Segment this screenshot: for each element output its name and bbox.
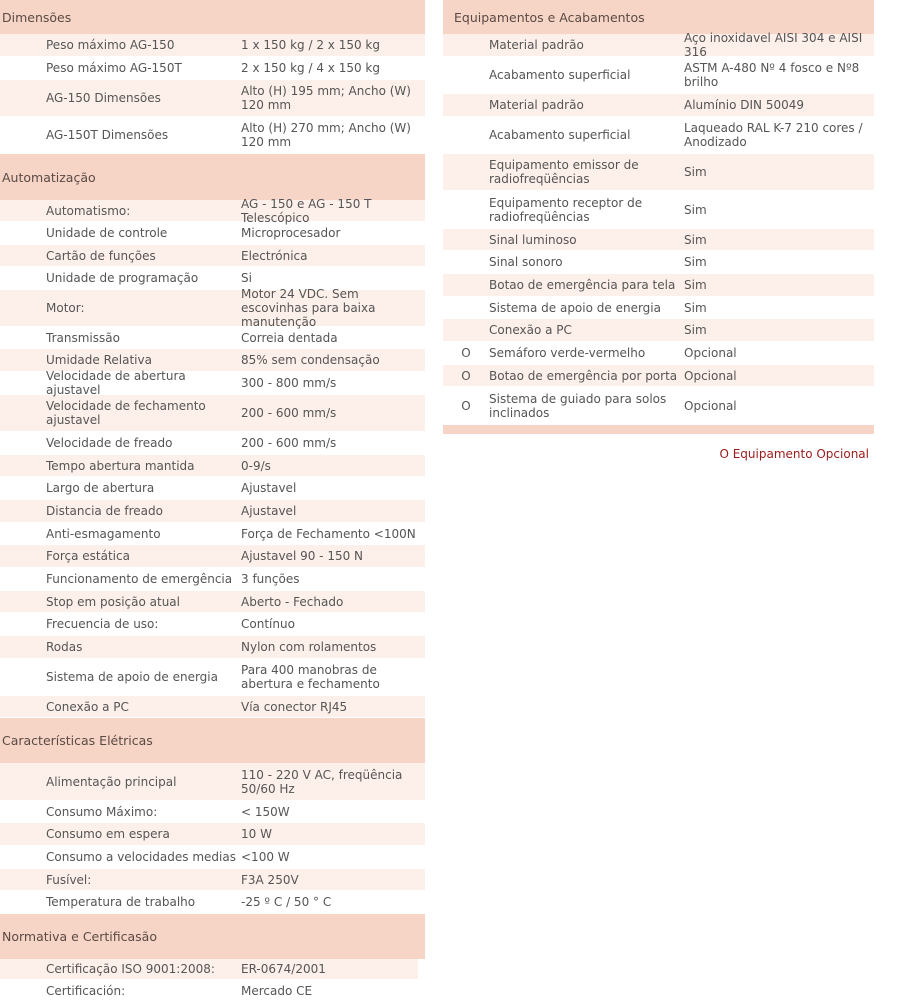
table-row	[443, 251, 874, 274]
equipment-value: Sim	[684, 232, 707, 247]
table-row	[0, 523, 425, 545]
spec-label: Certificación:	[46, 984, 126, 998]
equipment-label: Material padrão	[489, 38, 584, 52]
spec-value: -25 º C / 50 ° C	[241, 895, 332, 909]
spec-value: Mercado CE	[241, 984, 313, 998]
section-header-dimensoes	[0, 0, 425, 34]
optional-legend: O Equipamento Opcional	[719, 447, 869, 461]
table-row	[443, 342, 874, 365]
table-row	[0, 327, 425, 349]
spec-label: Unidade de programação	[46, 271, 199, 285]
spec-label: Stop em posição atual	[46, 594, 180, 609]
spec-value: 300 - 800 mm/s	[241, 376, 337, 390]
spec-value: Microprocesador	[241, 226, 341, 240]
spec-label: Velocidade de freado	[46, 436, 173, 450]
table-row	[0, 891, 425, 914]
table-row	[0, 477, 425, 500]
spec-value: 110 - 220 V AC, freqüência 50/60 Hz	[241, 767, 403, 796]
equipment-label: Equipamento receptor de radiofreqüências	[489, 195, 643, 224]
spec-value: Para 400 manobras de abertura e fechamento	[241, 663, 380, 691]
table-row	[0, 959, 418, 980]
section-header-equipamentos	[443, 0, 874, 34]
optional-marker: O	[461, 346, 471, 360]
spec-label: Peso máximo AG-150T	[46, 61, 182, 75]
spec-value: 3 funções	[241, 572, 300, 586]
table-row	[443, 94, 874, 117]
spec-value: 0-9/s	[241, 458, 271, 473]
section-title: Dimensões	[2, 9, 72, 25]
table-row	[443, 191, 874, 229]
spec-label: Peso máximo AG-150	[46, 38, 175, 52]
equipment-value: Sim	[684, 300, 707, 315]
equipment-label: Sinal luminoso	[489, 232, 577, 247]
equipment-value: Opcional	[684, 398, 737, 413]
table-footer-bar	[443, 425, 874, 434]
spec-value: Si	[241, 271, 252, 285]
spec-label: AG-150 Dimensões	[46, 91, 161, 105]
table-row	[443, 297, 874, 319]
spec-value: 200 - 600 mm/s	[241, 436, 337, 450]
equipment-value: Sim	[684, 278, 707, 292]
equipment-value: Opcional	[684, 346, 737, 360]
table-row	[443, 57, 874, 94]
spec-value: Força de Fechamento <100N	[241, 526, 416, 541]
table-row	[0, 245, 425, 267]
table-row	[0, 196, 425, 225]
spec-label: Cartão de funções	[46, 248, 156, 263]
table-row	[0, 369, 425, 397]
spec-label: Velocidade de abertura ajustavel	[46, 369, 186, 397]
table-row	[0, 636, 425, 659]
spec-label: Unidade de controle	[46, 226, 168, 240]
table-row	[0, 613, 425, 636]
equipment-label: Sistema de guiado para solos inclinados	[489, 391, 667, 420]
section-title: Equipamentos e Acabamentos	[454, 9, 645, 25]
table-row	[0, 80, 425, 117]
equipment-value: Sim	[684, 255, 707, 269]
spec-value: Ajustavel	[241, 481, 297, 495]
spec-label: Fusível:	[46, 872, 92, 887]
table-row	[443, 365, 874, 387]
spec-label: Certificação ISO 9001:2008:	[46, 962, 215, 976]
table-row	[443, 274, 874, 297]
equipment-value: Opcional	[684, 368, 737, 383]
spec-label: Transmissão	[46, 330, 120, 345]
optional-marker: O	[461, 368, 471, 383]
section-title: Automatização	[2, 169, 96, 185]
equipment-value: Sim	[684, 202, 707, 217]
equipment-value: ASTM A-480 Nº 4 fosco e Nº8 brilho	[684, 61, 860, 89]
table-row	[0, 395, 425, 432]
spec-value: Electrónica	[241, 248, 308, 263]
equipment-value: Sim	[684, 165, 707, 179]
table-row	[0, 222, 425, 245]
table-row	[0, 287, 425, 329]
spec-label: Funcionamento de emergência	[46, 572, 233, 586]
spec-label: AG-150T Dimensões	[46, 128, 169, 142]
table-row	[0, 823, 425, 846]
equipment-label: Material padrão	[489, 98, 584, 112]
equipment-label: Acabamento superficial	[489, 68, 631, 82]
equipment-label: Acabamento superficial	[489, 128, 631, 142]
spec-label: Consumo em espera	[46, 827, 170, 841]
equipment-value: Aço inoxidavel AISI 304 e AISI 316	[684, 31, 863, 59]
equipment-value: Alumínio DIN 50049	[684, 98, 805, 112]
spec-label: Rodas	[46, 640, 83, 654]
spec-value: 1 x 150 kg / 2 x 150 kg	[241, 38, 380, 52]
spec-label: Força estática	[46, 549, 130, 563]
table-row	[0, 801, 425, 823]
table-row	[443, 387, 874, 425]
spec-label: Automatismo:	[46, 203, 131, 218]
table-row	[0, 591, 425, 613]
spec-value: Ajustavel 90 - 150 N	[241, 549, 364, 563]
left-spec-column	[0, 0, 425, 1003]
spec-label: Sistema de apoio de energia	[46, 670, 218, 684]
table-row	[0, 659, 425, 696]
section-header-normativa	[0, 914, 425, 959]
spec-label: Tempo abertura mantida	[46, 458, 195, 473]
spec-value: F3A 250V	[241, 872, 299, 887]
right-equipment-column	[443, 0, 874, 434]
section-header-automatizacao	[0, 154, 425, 200]
spec-value: Alto (H) 270 mm; Ancho (W) 120 mm	[241, 121, 411, 149]
spec-value: < 150W	[241, 804, 290, 819]
equipment-label: Equipamento emissor de radiofreqüências	[489, 158, 639, 186]
table-row	[0, 696, 425, 718]
spec-label: Largo de abertura	[46, 481, 155, 495]
table-row	[0, 500, 425, 523]
spec-value: 200 - 600 mm/s	[241, 406, 337, 420]
spec-value: Ajustavel	[241, 504, 297, 518]
spec-label: Distancia de freado	[46, 504, 163, 518]
table-row	[443, 229, 874, 251]
spec-value: Nylon com rolamentos	[241, 640, 377, 654]
equipment-label: Sistema de apoio de energia	[489, 300, 661, 315]
table-row	[443, 31, 874, 59]
spec-value: 85% sem condensação	[241, 353, 380, 367]
spec-value: ER-0674/2001	[241, 962, 326, 976]
equipment-label: Conexão a PC	[489, 323, 572, 337]
spec-label: Motor:	[46, 301, 85, 315]
equipment-label: Semáforo verde-vermelho	[489, 346, 646, 360]
spec-value: 2 x 150 kg / 4 x 150 kg	[241, 61, 380, 75]
spec-label: Frecuencia de uso:	[46, 617, 159, 631]
table-row	[0, 34, 425, 57]
table-row	[443, 117, 874, 154]
table-row	[0, 455, 425, 477]
section-title: Características Elétricas	[2, 733, 153, 748]
equipment-value: Sim	[684, 323, 707, 337]
spec-value: 10 W	[241, 827, 272, 841]
spec-label: Conexão a PC	[46, 699, 129, 714]
table-row	[0, 57, 425, 80]
spec-value: Motor 24 VDC. Sem escovinhas para baixa manutenção	[241, 287, 376, 329]
table-row	[0, 545, 425, 568]
equipment-label: Botao de emergência por porta	[489, 368, 678, 383]
table-row	[0, 432, 425, 455]
table-row	[0, 117, 425, 154]
equipment-value: Laqueado RAL K-7 210 cores / Anodizado	[684, 121, 863, 149]
spec-label: Velocidade de fechamento ajustavel	[46, 399, 206, 427]
spec-value: Vía conector RJ45	[241, 699, 348, 714]
spec-label: Consumo Máximo:	[46, 804, 158, 819]
spec-value: AG - 150 e AG - 150 T Telescópico	[241, 196, 372, 225]
optional-marker: O	[461, 398, 471, 413]
table-row	[0, 763, 425, 801]
spec-label: Anti-esmagamento	[46, 526, 161, 541]
table-row	[0, 869, 425, 891]
spec-value: <100 W	[241, 850, 290, 864]
equipment-label: Botao de emergência para tela	[489, 278, 676, 292]
spec-value: Alto (H) 195 mm; Ancho (W) 120 mm	[241, 84, 411, 112]
spec-value: Contínuo	[241, 617, 295, 631]
table-row	[443, 154, 874, 191]
table-row	[0, 568, 425, 591]
table-row	[0, 846, 425, 869]
spec-value: Aberto - Fechado	[241, 594, 344, 609]
table-row	[443, 319, 874, 342]
spec-label: Temperatura de trabalho	[46, 895, 196, 909]
spec-label: Umidade Relativa	[46, 353, 152, 367]
spec-label: Consumo a velocidades medias	[46, 850, 236, 864]
equipment-label: Sinal sonoro	[489, 255, 563, 269]
section-header-caracteristicas-eletricas	[0, 718, 425, 763]
spec-label: Alimentação principal	[46, 774, 177, 789]
section-title: Normativa e Certificasão	[2, 929, 157, 944]
spec-value: Correia dentada	[241, 330, 338, 345]
